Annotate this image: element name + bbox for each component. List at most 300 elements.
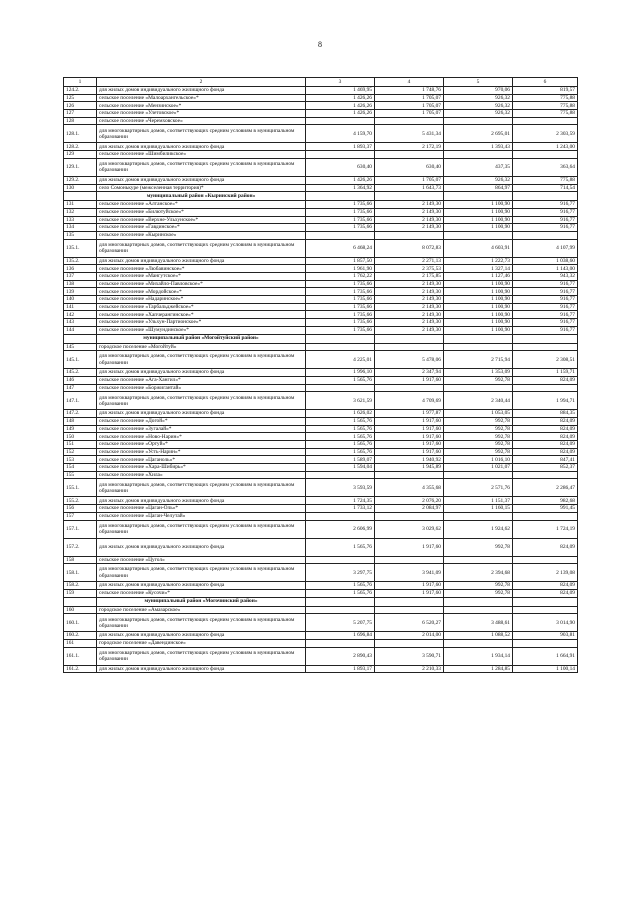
description-cell: для жилых домов индивидуального жилищного фонда	[97, 410, 306, 418]
row-number-cell: 133	[64, 216, 97, 224]
value-col3-cell: 1 735,66	[306, 326, 375, 334]
row-number-cell: 161.1.	[64, 647, 97, 665]
value-col6-cell	[513, 151, 578, 159]
value-col5-cell: 2 715,94	[444, 351, 513, 369]
value-col3-cell: 1 565,76	[306, 376, 375, 384]
value-col4-cell	[375, 117, 444, 125]
table-row	[64, 464, 578, 472]
value-col3-cell: 2 890,43	[306, 647, 375, 665]
value-col6-cell	[513, 512, 578, 520]
value-col6-cell: 1 038,60	[513, 257, 578, 265]
row-number-cell: 153	[64, 456, 97, 464]
row-number-cell: 149	[64, 425, 97, 433]
value-col4-cell: 1 917,60	[375, 448, 444, 456]
value-col5-cell: 1 016,10	[444, 456, 513, 464]
value-col4-cell	[375, 471, 444, 479]
value-col4-cell: 2 172,19	[375, 143, 444, 151]
value-col3-cell: 3 297,75	[306, 564, 375, 582]
value-col3-cell: 1 426,26	[306, 94, 375, 102]
table-row	[64, 231, 578, 239]
description-cell: для жилых домов индивидуального жилищного фонда	[97, 143, 306, 151]
value-col6-cell: 903,81	[513, 632, 578, 640]
description-cell: для многоквартирных домов, соответствующих средним условиям в муниципальном образовании	[97, 647, 306, 665]
description-cell: городское поселение «Могойтуй»	[97, 343, 306, 351]
description-cell: для жилых домов индивидуального жилищного фонда	[97, 257, 306, 265]
value-col5-cell: 1 021,07	[444, 464, 513, 472]
row-number-cell: 134	[64, 224, 97, 232]
row-number-cell: 127	[64, 110, 97, 118]
row-number-cell	[64, 334, 97, 343]
row-number-cell: 147.2.	[64, 410, 97, 418]
row-number-cell: 129.1.	[64, 158, 97, 176]
description-cell: для жилых домов индивидуального жилищного фонда	[97, 632, 306, 640]
table-row	[64, 265, 578, 273]
value-col5-cell	[444, 471, 513, 479]
table-row	[64, 582, 578, 590]
tariff-table-body	[64, 78, 578, 673]
row-number-cell: 129.2.	[64, 176, 97, 184]
value-col3-cell: 1 565,76	[306, 582, 375, 590]
description-cell: сельское поселение «Мордойское»*	[97, 288, 306, 296]
row-number-cell: 155.2.	[64, 497, 97, 505]
table-row	[64, 369, 578, 377]
row-number-cell: 157.1.	[64, 520, 97, 538]
value-col5-cell: 992,78	[444, 582, 513, 590]
row-number-cell: 137	[64, 273, 97, 281]
value-col5-cell	[444, 556, 513, 564]
table-row	[64, 87, 578, 95]
value-col5-cell: 864,97	[444, 184, 513, 192]
value-col3-cell: 1 762,22	[306, 273, 375, 281]
value-col6-cell: 916,77	[513, 208, 578, 216]
table-row	[64, 280, 578, 288]
column-number: 3	[306, 78, 375, 87]
value-col4-cell: 5 478,06	[375, 351, 444, 369]
row-number-cell: 154	[64, 464, 97, 472]
description-cell: городское поселение «Амазарское»	[97, 606, 306, 614]
value-col3-cell: 630,40	[306, 158, 375, 176]
value-col4-cell	[375, 384, 444, 392]
table-row	[64, 224, 578, 232]
table-row	[64, 512, 578, 520]
row-number-cell: 140	[64, 296, 97, 304]
value-col5-cell: 1 100,90	[444, 311, 513, 319]
value-col3-cell: 1 469,95	[306, 87, 375, 95]
value-col5-cell: 992,78	[444, 376, 513, 384]
description-cell: сельское поселение «Михайло-Павловское»*	[97, 280, 306, 288]
description-cell: сельское поселение «Черемховское»	[97, 117, 306, 125]
value-col3-cell: 1 565,76	[306, 441, 375, 449]
value-col4-cell	[375, 597, 444, 606]
table-row	[64, 158, 578, 176]
row-number-cell: 142	[64, 311, 97, 319]
row-number-cell: 130	[64, 184, 97, 192]
value-col5-cell	[444, 192, 513, 201]
row-number-cell: 135.2.	[64, 257, 97, 265]
value-col3-cell: 3 593,59	[306, 479, 375, 497]
value-col4-cell: 2 149,30	[375, 326, 444, 334]
row-number-cell: 157.2.	[64, 538, 97, 556]
value-col3-cell: 1 735,66	[306, 216, 375, 224]
row-number-cell: 135	[64, 231, 97, 239]
value-col6-cell: 824,09	[513, 425, 578, 433]
value-col4-cell	[375, 512, 444, 520]
description-cell: для жилых домов индивидуального жилищного фонда	[97, 176, 306, 184]
value-col3-cell: 1 565,76	[306, 448, 375, 456]
value-col5-cell: 1 100,90	[444, 224, 513, 232]
value-col6-cell: 775,88	[513, 110, 578, 118]
row-number-cell: 131	[64, 201, 97, 209]
value-col6-cell: 1 143,00	[513, 265, 578, 273]
value-col5-cell: 992,78	[444, 433, 513, 441]
value-col3-cell: 4 159,70	[306, 125, 375, 143]
description-cell: для жилых домов индивидуального жилищного фонда	[97, 369, 306, 377]
value-col3-cell	[306, 117, 375, 125]
value-col4-cell: 1 917,60	[375, 425, 444, 433]
row-number-cell: 160	[64, 606, 97, 614]
value-col6-cell: 916,77	[513, 224, 578, 232]
value-col4-cell: 1 705,07	[375, 110, 444, 118]
row-number-cell: 135.1.	[64, 239, 97, 257]
value-col3-cell: 1 735,66	[306, 224, 375, 232]
description-cell: сельское поселение «Алтанское»*	[97, 201, 306, 209]
page-number: 8	[318, 40, 322, 49]
value-col4-cell: 2 149,30	[375, 216, 444, 224]
description-cell: городское поселение «Давендинское»	[97, 639, 306, 647]
value-col3-cell: 1 589,07	[306, 456, 375, 464]
value-col4-cell: 1 945,89	[375, 464, 444, 472]
value-col4-cell: 2 149,30	[375, 288, 444, 296]
value-col6-cell: 847,41	[513, 456, 578, 464]
value-col3-cell: 1 594,04	[306, 464, 375, 472]
value-col6-cell	[513, 606, 578, 614]
value-col6-cell: 916,77	[513, 216, 578, 224]
table-row	[64, 288, 578, 296]
description-cell: для многоквартирных домов, соответствующих средним условиям в муниципальном образовании	[97, 351, 306, 369]
value-col4-cell: 2 375,53	[375, 265, 444, 273]
value-col3-cell: 1 426,26	[306, 110, 375, 118]
row-number-cell: 146	[64, 376, 97, 384]
value-col6-cell: 775,88	[513, 94, 578, 102]
value-col4-cell: 2 084,97	[375, 505, 444, 513]
value-col5-cell: 1 327,14	[444, 265, 513, 273]
value-col5-cell: 926,32	[444, 110, 513, 118]
table-row	[64, 343, 578, 351]
row-number-cell: 136	[64, 265, 97, 273]
value-col3-cell: 3 621,59	[306, 392, 375, 410]
value-col3-cell: 1 724,35	[306, 497, 375, 505]
value-col3-cell: 1 996,10	[306, 369, 375, 377]
table-row	[64, 311, 578, 319]
value-col5-cell	[444, 343, 513, 351]
table-row	[64, 376, 578, 384]
table-row	[64, 117, 578, 125]
table-row	[64, 538, 578, 556]
value-col3-cell: 1 735,66	[306, 311, 375, 319]
value-col6-cell: 714,54	[513, 184, 578, 192]
description-cell: муниципальный район «Кыринский район»	[97, 192, 306, 201]
description-cell: муниципальный район «Могойтуйский район»	[97, 334, 306, 343]
description-cell: село Сомонькуре (межселенная территория)*	[97, 184, 306, 192]
table-row	[64, 417, 578, 425]
table-row	[64, 410, 578, 418]
value-col6-cell: 2 308,51	[513, 351, 578, 369]
description-cell: сельское поселение «Цугол»	[97, 556, 306, 564]
description-cell: для многоквартирных домов, соответствующих средним условиям в муниципальном образовании	[97, 520, 306, 538]
value-col3-cell	[306, 231, 375, 239]
value-col6-cell: 824,09	[513, 448, 578, 456]
table-row	[64, 556, 578, 564]
value-col4-cell: 1 705,07	[375, 94, 444, 102]
table-row	[64, 614, 578, 632]
value-col3-cell: 1 893,17	[306, 665, 375, 673]
value-col6-cell	[513, 343, 578, 351]
description-cell: для жилых домов индивидуального жилищного фонда	[97, 87, 306, 95]
value-col5-cell: 4 603,91	[444, 239, 513, 257]
value-col5-cell: 992,78	[444, 538, 513, 556]
row-number-cell: 143	[64, 319, 97, 327]
description-cell: для жилых домов индивидуального жилищного фонда	[97, 538, 306, 556]
value-col5-cell: 1 100,90	[444, 303, 513, 311]
value-col4-cell: 2 014,00	[375, 632, 444, 640]
value-col4-cell	[375, 606, 444, 614]
value-col4-cell: 1 643,73	[375, 184, 444, 192]
value-col4-cell: 2 149,30	[375, 319, 444, 327]
description-cell: сельское поселение «Ага-Хангил»*	[97, 376, 306, 384]
row-number-cell: 157	[64, 512, 97, 520]
section-header-row	[64, 597, 578, 606]
value-col4-cell: 6 520,27	[375, 614, 444, 632]
description-cell: сельское поселение «Хила»	[97, 471, 306, 479]
value-col5-cell: 992,78	[444, 425, 513, 433]
value-col3-cell	[306, 151, 375, 159]
value-col5-cell: 1 100,90	[444, 280, 513, 288]
table-row	[64, 143, 578, 151]
value-col6-cell: 1 724,19	[513, 520, 578, 538]
value-col4-cell: 1 917,60	[375, 582, 444, 590]
value-col4-cell: 1 917,60	[375, 433, 444, 441]
value-col5-cell: 2 340,44	[444, 392, 513, 410]
row-number-cell: 128.2.	[64, 143, 97, 151]
value-col3-cell: 6 468,24	[306, 239, 375, 257]
table-row	[64, 151, 578, 159]
table-row	[64, 441, 578, 449]
value-col4-cell: 2 149,30	[375, 208, 444, 216]
table-row	[64, 505, 578, 513]
value-col6-cell: 916,77	[513, 280, 578, 288]
value-col4-cell: 1 917,60	[375, 589, 444, 597]
description-cell: сельское поселение «Хапчерангинское»*	[97, 311, 306, 319]
value-col5-cell	[444, 117, 513, 125]
description-cell: муниципальный район «Могочинский район»	[97, 597, 306, 606]
value-col4-cell: 8 072,83	[375, 239, 444, 257]
description-cell: сельское поселение «Мензинское»*	[97, 102, 306, 110]
value-col5-cell: 2 695,01	[444, 125, 513, 143]
value-col3-cell: 1 735,66	[306, 208, 375, 216]
value-col5-cell: 2 571,76	[444, 479, 513, 497]
tariff-table	[63, 77, 578, 673]
row-number-cell: 145.2.	[64, 369, 97, 377]
value-col3-cell: 2 606,99	[306, 520, 375, 538]
value-col6-cell: 775,88	[513, 102, 578, 110]
description-cell: сельское поселение «Шумундинское»*	[97, 326, 306, 334]
value-col5-cell: 970,06	[444, 87, 513, 95]
description-cell: сельское поселение «Усть-Нарин»*	[97, 448, 306, 456]
table-row	[64, 384, 578, 392]
row-number-cell: 139	[64, 288, 97, 296]
table-row	[64, 433, 578, 441]
value-col6-cell: 1 243,00	[513, 143, 578, 151]
row-number-cell: 147	[64, 384, 97, 392]
value-col5-cell: 1 100,90	[444, 216, 513, 224]
value-col4-cell: 1 977,87	[375, 410, 444, 418]
value-col6-cell: 852,37	[513, 464, 578, 472]
value-col5-cell: 1 151,37	[444, 497, 513, 505]
table-row	[64, 125, 578, 143]
row-number-cell: 152	[64, 448, 97, 456]
value-col6-cell: 824,09	[513, 582, 578, 590]
value-col6-cell	[513, 192, 578, 201]
value-col3-cell: 4 225,01	[306, 351, 375, 369]
row-number-cell	[64, 597, 97, 606]
row-number-cell: 129	[64, 151, 97, 159]
table-row	[64, 520, 578, 538]
table-row	[64, 589, 578, 597]
value-col6-cell: 1 159,71	[513, 369, 578, 377]
row-number-cell: 126	[64, 102, 97, 110]
value-col6-cell: 884,35	[513, 410, 578, 418]
table-row	[64, 497, 578, 505]
value-col4-cell: 2 149,30	[375, 201, 444, 209]
value-col3-cell: 1 565,76	[306, 589, 375, 597]
value-col5-cell: 437,35	[444, 158, 513, 176]
row-number-cell: 147.1.	[64, 392, 97, 410]
value-col4-cell: 2 149,30	[375, 224, 444, 232]
value-col3-cell: 1 626,02	[306, 410, 375, 418]
value-col3-cell: 1 565,76	[306, 538, 375, 556]
description-cell: сельское поселение «Ульхун-Партионское»*	[97, 319, 306, 327]
value-col6-cell: 824,09	[513, 589, 578, 597]
value-col5-cell	[444, 384, 513, 392]
value-col5-cell	[444, 334, 513, 343]
value-col4-cell: 3 941,09	[375, 564, 444, 582]
description-cell: для многоквартирных домов, соответствующих средним условиям в муниципальном образовании	[97, 158, 306, 176]
value-col5-cell: 1 934,14	[444, 647, 513, 665]
value-col4-cell	[375, 151, 444, 159]
table-row	[64, 216, 578, 224]
row-number-cell: 158	[64, 556, 97, 564]
row-number-cell: 158.1.	[64, 564, 97, 582]
description-cell: сельское поселение «Билютуйское»*	[97, 208, 306, 216]
value-col6-cell: 916,77	[513, 201, 578, 209]
value-col5-cell: 992,78	[444, 448, 513, 456]
table-row	[64, 448, 578, 456]
value-col6-cell	[513, 556, 578, 564]
row-number-cell: 145	[64, 343, 97, 351]
description-cell: сельское поселение «Гавдинское»*	[97, 224, 306, 232]
value-col3-cell: 1 735,66	[306, 280, 375, 288]
value-col6-cell: 824,09	[513, 417, 578, 425]
value-col6-cell: 2 286,47	[513, 479, 578, 497]
value-col6-cell	[513, 471, 578, 479]
value-col5-cell: 1 160,15	[444, 505, 513, 513]
description-cell: для многоквартирных домов, соответствующих средним условиям в муниципальном образовании	[97, 239, 306, 257]
description-cell: сельское поселение «Кусочи»*	[97, 589, 306, 597]
value-col6-cell: 2 303,59	[513, 125, 578, 143]
row-number-cell: 128.1.	[64, 125, 97, 143]
description-cell: для многоквартирных домов, соответствующих средним условиям в муниципальном образовании	[97, 392, 306, 410]
column-number: 6	[513, 78, 578, 87]
section-header-row	[64, 192, 578, 201]
value-col5-cell: 1 100,90	[444, 201, 513, 209]
row-number-cell: 161	[64, 639, 97, 647]
value-col3-cell	[306, 606, 375, 614]
value-col3-cell: 1 565,76	[306, 417, 375, 425]
row-number-cell: 155.1.	[64, 479, 97, 497]
value-col5-cell: 992,78	[444, 441, 513, 449]
value-col6-cell: 916,77	[513, 326, 578, 334]
value-col3-cell	[306, 639, 375, 647]
value-col6-cell: 824,09	[513, 376, 578, 384]
value-col3-cell: 1 565,76	[306, 433, 375, 441]
table-row	[64, 425, 578, 433]
value-col5-cell: 1 100,90	[444, 296, 513, 304]
table-row	[64, 102, 578, 110]
table-row	[64, 176, 578, 184]
value-col3-cell: 1 696,84	[306, 632, 375, 640]
value-col5-cell: 1 100,90	[444, 208, 513, 216]
value-col5-cell: 1 100,90	[444, 288, 513, 296]
value-col4-cell: 4 709,69	[375, 392, 444, 410]
value-col4-cell: 2 149,30	[375, 311, 444, 319]
value-col6-cell: 1 100,14	[513, 665, 578, 673]
row-number-cell: 159	[64, 589, 97, 597]
value-col3-cell: 1 735,66	[306, 319, 375, 327]
value-col6-cell: 824,09	[513, 538, 578, 556]
value-col3-cell: 1 364,92	[306, 184, 375, 192]
row-number-cell: 160.2.	[64, 632, 97, 640]
value-col3-cell: 5 207,75	[306, 614, 375, 632]
value-col3-cell	[306, 556, 375, 564]
description-cell: для многоквартирных домов, соответствующих средним условиям в муниципальном образовании	[97, 479, 306, 497]
value-col6-cell: 824,09	[513, 433, 578, 441]
value-col5-cell: 1 053,05	[444, 410, 513, 418]
table-row	[64, 184, 578, 192]
table-row	[64, 647, 578, 665]
row-number-cell: 156	[64, 505, 97, 513]
table-row	[64, 665, 578, 673]
row-number-cell: 161.2.	[64, 665, 97, 673]
value-col6-cell: 916,77	[513, 303, 578, 311]
row-number-cell: 128	[64, 117, 97, 125]
table-row	[64, 351, 578, 369]
value-col6-cell	[513, 639, 578, 647]
description-cell: сельское поселение «Надаринское»*	[97, 296, 306, 304]
value-col5-cell	[444, 151, 513, 159]
description-cell: сельское поселение «Верхне-Ульхунское»*	[97, 216, 306, 224]
value-col6-cell	[513, 384, 578, 392]
value-col4-cell	[375, 343, 444, 351]
value-col4-cell: 5 431,34	[375, 125, 444, 143]
value-col5-cell: 1 924,62	[444, 520, 513, 538]
value-col4-cell: 1 917,60	[375, 441, 444, 449]
value-col3-cell	[306, 334, 375, 343]
value-col4-cell	[375, 639, 444, 647]
value-col5-cell: 2 394,68	[444, 564, 513, 582]
table-row	[64, 257, 578, 265]
value-col5-cell: 1 100,90	[444, 319, 513, 327]
value-col6-cell: 916,77	[513, 319, 578, 327]
